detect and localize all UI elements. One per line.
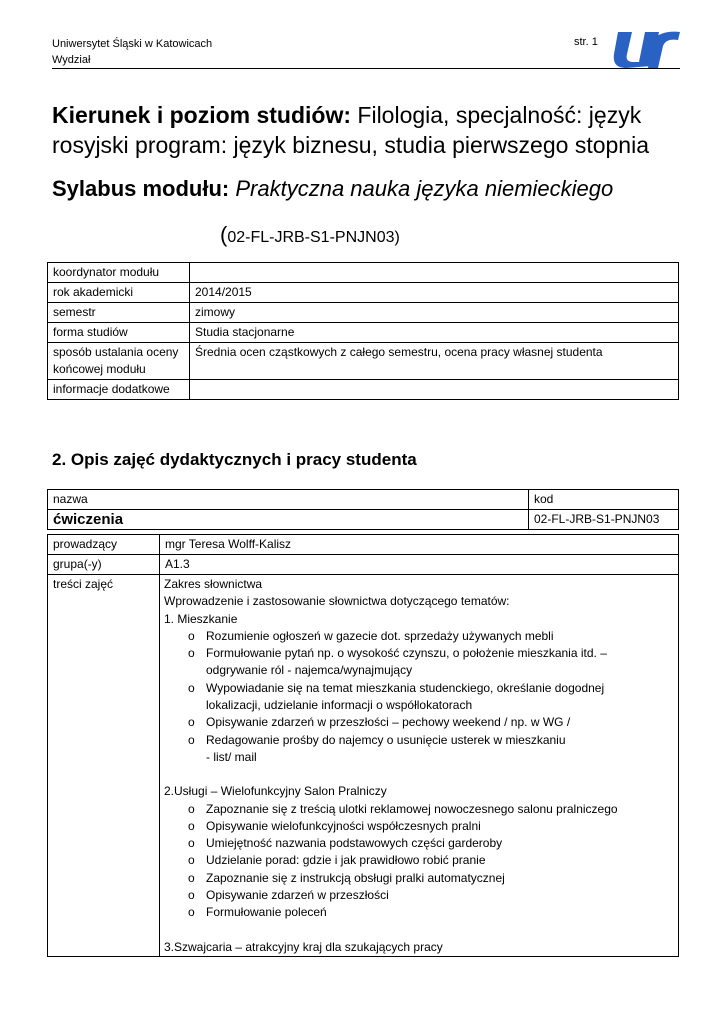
study-form-label: forma studiów [48,323,190,343]
section-heading: 2.Usługi – Wielofunkcyjny Salon Pralniczy [164,784,387,799]
table-row [48,490,679,510]
academic-year-value: 2014/2015 [190,283,679,303]
content-line: Zakres słownictwa [164,577,263,591]
coordinator-label: koordynator modułu [48,263,190,283]
list-item-text: Wypowiadanie się na temat mieszkania studenckiego, określanie dogodnej [206,680,605,695]
teacher-label: prowadzący [48,535,160,555]
faculty-name: Wydział [52,54,91,66]
bullet-list [160,801,678,922]
content-line: Wprowadzenie i zastosowanie słownictwa dotyczącego tematów: [164,594,510,609]
list-item [206,852,678,869]
table-row [48,263,679,283]
list-item [206,870,678,887]
bullet-list [160,628,678,766]
list-item-text: Zapoznanie się z instrukcją obsługi pralki automatycznej [206,870,505,885]
list-item-text: Umiejętność nazwania podstawowych części garderoby [206,836,503,851]
list-item-continuation: - list/ mail [206,749,257,764]
table-row [48,380,679,400]
group-label: grupa(-y) [48,555,160,575]
list-item [206,645,678,680]
list-item-text: Formułowanie poleceń [206,905,327,920]
additional-info-value [190,380,679,400]
list-item-text: Redagowanie prośby do najemcy o usunięcie usterek w mieszkaniu [206,732,566,747]
academic-year-label: rok akademicki [48,283,190,303]
class-name: ćwiczenia [48,510,529,530]
list-item [206,887,678,904]
grading-value: Średnia ocen cząstkowych z całego semestru, ocena pracy własnej studenta [190,343,679,380]
list-item [206,835,678,852]
grading-label: sposób ustalania oceny końcowej modułu [48,343,190,380]
teacher-value: mgr Teresa Wolff-Kalisz [160,535,679,555]
university-name: Uniwersytet Śląski w Katowicach [52,38,213,50]
section-2-title: 2. Opis zajęć dydaktycznych i pracy studenta [52,450,417,469]
list-item [206,628,678,645]
list-item-text: Formułowanie pytań np. o wysokość czynszu, o położenie mieszkania itd. – [206,646,607,661]
module-code [220,222,400,248]
list-item-text: Opisywanie zdarzeń w przeszłości – pechowy weekend / np. w WG / [206,715,571,730]
university-logo-icon [608,28,684,72]
syllabus-label: Sylabus modułu: [52,176,230,201]
table-row [48,535,679,555]
class-code: 02-FL-JRB-S1-PNJN03 [529,510,679,530]
list-item-text: Rozumienie ogłoszeń w gazecie dot. sprzedaży używanych mebli [206,628,554,643]
page-header-left [52,36,212,68]
table-row [48,575,679,957]
name-label: nazwa [48,490,529,510]
title-text: Filologia, specjalność: język rosyjski program: język biznesu, studia pierwszego stopnia [52,102,649,158]
table-row [48,555,679,575]
list-item-continuation: lokalizacji, udzielanie informacji o współlokatorach [206,698,473,713]
module-name: Praktyczna nauka języka niemieckiego [235,176,614,201]
list-item-text: Zapoznanie się z treścią ulotki reklamowej nowoczesnego salonu pralniczego [206,801,618,816]
title-label: Kierunek i poziom studiów: [52,102,352,128]
list-item [206,904,678,921]
module-code-text: 02-FL-JRB-S1-PNJN03) [227,229,400,246]
syllabus-heading [52,176,613,202]
page-title [52,100,692,160]
module-info-table [47,262,679,400]
code-open-paren: ( [220,222,228,247]
class-details-table [47,534,679,957]
classes-table [47,489,679,530]
spacer [160,922,678,939]
page-number: str. 1 [574,36,598,48]
list-item-text: Udzielanie porad: gdzie i jak prawidłowo robić pranie [206,853,486,868]
code-label: kod [529,490,679,510]
table-row [48,343,679,380]
list-item [206,714,678,731]
list-item [206,732,678,767]
semester-label: semestr [48,303,190,323]
section-heading: 3.Szwajcaria – atrakcyjny kraj dla szukających pracy [164,939,443,954]
content-cell [160,575,679,957]
content-label: treści zajęć [48,575,160,957]
list-item-continuation: odgrywanie ról - najemca/wynajmujący [206,663,413,678]
coordinator-value [190,263,679,283]
section-heading: 1. Mieszkanie [164,611,238,626]
table-row [48,303,679,323]
list-item-text: Opisywanie wielofunkcyjności współczesnych pralni [206,818,481,833]
list-item-text: Opisywanie zdarzeń w przeszłości [206,888,389,903]
group-value: A1.3 [160,555,679,575]
table-row [48,510,679,530]
list-item [206,680,678,715]
table-row [48,323,679,343]
table-row [48,283,679,303]
additional-info-label: informacje dodatkowe [48,380,190,400]
header-divider [52,68,680,69]
spacer [160,766,678,783]
semester-value: zimowy [190,303,679,323]
study-form-value: Studia stacjonarne [190,323,679,343]
list-item [206,818,678,835]
list-item [206,801,678,818]
